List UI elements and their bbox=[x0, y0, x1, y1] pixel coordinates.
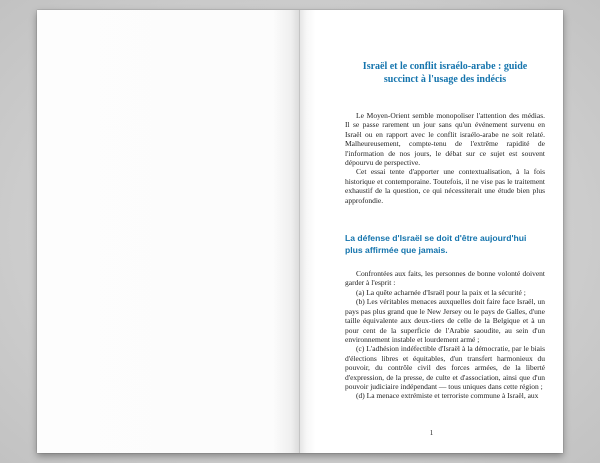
book-spread bbox=[37, 10, 563, 453]
page-right bbox=[300, 10, 563, 453]
chapter-title: Israël et le conflit israélo-arabe : guide succinct à l'usage des indécis bbox=[362, 61, 528, 85]
list-item-b: (b) Les véritables menaces auxquelles doit faire face Israël, un pays pas plus grand que le New Jersey ou le pays de Galles, d'une taille équivalente aux deux-tiers de celle de la Belgique et à un pour cent de la superficie de l'Arabie saoudite, au sein d'un environnement instable et lourdement armé ; bbox=[345, 297, 545, 344]
intro-paragraph: Le Moyen-Orient semble monopoliser l'attention des médias. Il se passe rarement un jour sans qu'un événement survenu en Israël ou en rapport avec le conflit israélo-arabe ne soit relaté. Malheureusement, compte-tenu de l'extrême rapidité de l'information de nos jours, le débat sur ce sujet est souvent dépourvu de perspective. bbox=[345, 111, 545, 168]
page-left-blank bbox=[37, 10, 300, 453]
page-number: 1 bbox=[429, 429, 434, 437]
list-item-c: (c) L'adhésion indéfectible d'Israël à la démocratie, par le biais d'élections libres et équitables, d'un transfert harmonieux du pouvoir, du contrôle civil des forces armées, de la liberté d'expression, de la presse, de culte et d'association, ainsi que d'un pouvoir judiciaire indépendant — tous uniques dans cette région ; bbox=[345, 344, 545, 391]
intro-paragraph: Cet essai tente d'apporter une contextualisation, à la fois historique et contemporaine. Toutefois, il ne vise pas le traitement exhaustif de la question, ce qui nécessiterait une étude bien plus approfondie. bbox=[345, 167, 545, 205]
list-item-d: (d) La menace extrémiste et terroriste commune à Israël, aux bbox=[356, 391, 539, 401]
section-subheading: La défense d'Israël se doit d'être aujourd'hui plus affirmée que jamais. bbox=[345, 233, 527, 255]
list-item-a: (a) La quête acharnée d'Israël pour la paix et la sécurité ; bbox=[356, 287, 526, 297]
points-intro-paragraph: Confrontées aux faits, les personnes de bonne volonté doivent garder à l'esprit : bbox=[345, 269, 545, 288]
text-column bbox=[345, 10, 545, 453]
